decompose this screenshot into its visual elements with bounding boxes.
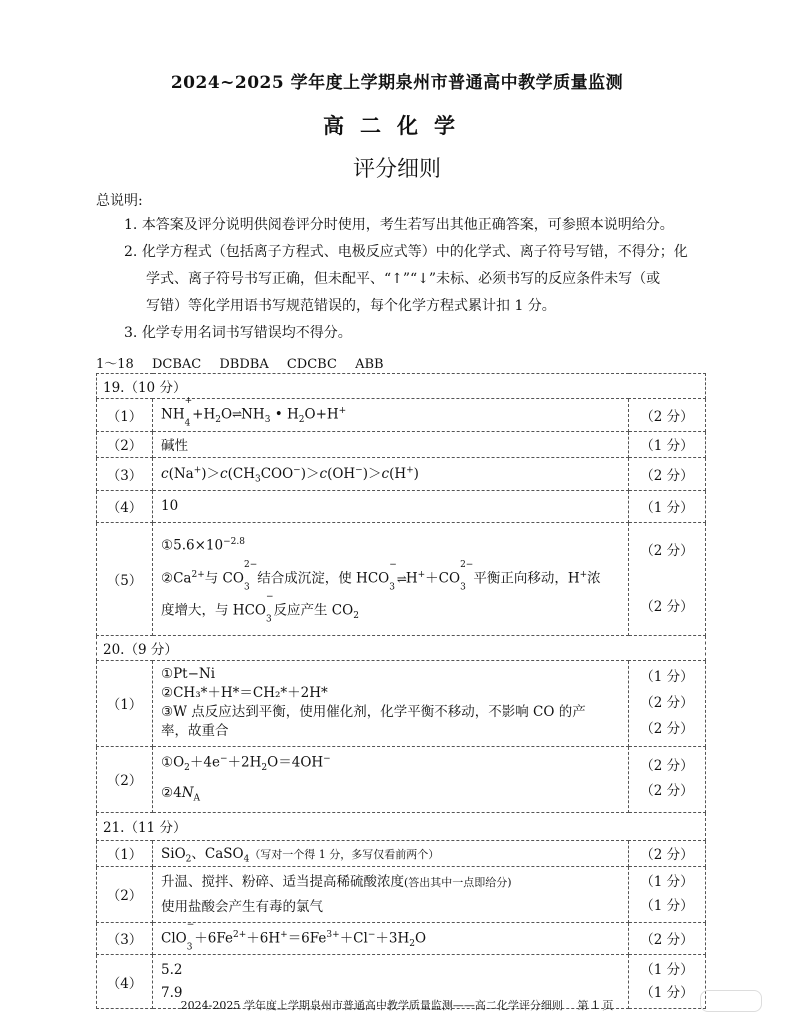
table-row — [97, 490, 706, 522]
answer-line: ③W 点反应达到平衡，使用催化剂，化学平衡不移动，不影响 CO 的产 — [161, 704, 586, 721]
points-2: （2 分） — [640, 695, 694, 712]
part-number: （4） — [97, 955, 153, 1009]
part-number: （2） — [97, 431, 153, 457]
answer-21-2 — [153, 866, 629, 922]
points: （2 分） — [629, 922, 706, 955]
table-row — [97, 660, 706, 746]
choice-answers — [96, 353, 398, 372]
note-text-continued: 学式、离子符号书写正确，但未配平、“↑”“↓”未标、必须书写的反应条件未写（或 — [146, 271, 661, 287]
section-header-row — [97, 812, 706, 840]
note-text-continued: 写错）等化学用语书写规范错误的，每个化学方程式累计扣 1 分。 — [146, 298, 556, 314]
answer-line: 5.2 — [161, 961, 183, 978]
part-number: （2） — [97, 746, 153, 812]
note-3 — [124, 320, 704, 347]
points-1: （1 分） — [640, 961, 694, 978]
table-row — [97, 840, 706, 866]
note-1 — [124, 212, 704, 239]
note-text: 本答案及评分说明供阅卷评分时使用，考生若写出其他正确答案，可参照本说明给分。 — [141, 217, 674, 233]
part-number: （1） — [97, 660, 153, 746]
part-number: （3） — [97, 922, 153, 955]
points: （1 分） — [629, 490, 706, 522]
table-row — [97, 746, 706, 812]
answer-19-5: $①5.6\times 10^{-2.8}$ $②Ca^{2+}$与 $CO^{2-}$ $_3$结合成沉淀，使 HCO− $_3\rightleftharpoons H^++CO^{2-}$ $_3$平衡正向移动，H+浓 度增大，与 HCO− $_3$反应产生 $CO_2$ — [153, 522, 629, 635]
note-number: 2. — [124, 244, 138, 260]
points-3: （2 分） — [640, 721, 694, 738]
question-20-title: 20.（9 分） — [97, 635, 706, 660]
choice-group: DCBAC — [151, 357, 202, 372]
question-19-title: 19.（10 分） — [97, 374, 706, 399]
note-number: 3. — [124, 325, 138, 341]
note-2 — [124, 239, 704, 320]
answer-line: 率，故重合 — [161, 723, 229, 740]
points: （2 分） — [629, 840, 706, 866]
section-header-row — [97, 374, 706, 399]
section-header-row — [97, 635, 706, 660]
note-text: 化学专用名词书写错误均不得分。 — [141, 325, 352, 341]
answer-20-2: $①O_2+4e^-+2H_2O=4OH^-$ $②4N_A$ — [153, 746, 629, 812]
answer-20-1 — [153, 660, 629, 746]
choice-range: 1～18 — [96, 357, 134, 372]
answer-line: ②CH₃*＋H*＝CH₂*＋2H* — [161, 685, 328, 702]
document-type-title: 评分细则 — [352, 157, 441, 182]
part-number: （4） — [97, 490, 153, 522]
page-footer: 2024-2025 学年度上学期泉州市普通高中教学质量监测——高二化学评分细则 第 1 页 — [180, 999, 614, 1012]
points-2: （2 分） — [640, 598, 694, 615]
part-number: （3） — [97, 457, 153, 490]
points — [629, 660, 706, 746]
choice-group: CDCBC — [286, 357, 337, 372]
points-1: （2 分） — [640, 758, 694, 775]
points-1: （2 分） — [640, 542, 694, 559]
points-2: （1 分） — [640, 984, 694, 1001]
points — [629, 746, 706, 812]
table-row — [97, 522, 706, 635]
notes-heading: 总说明: — [96, 193, 143, 209]
answer-19-4: 10 — [153, 490, 629, 522]
scoring-note: （写对一个得 1 分，多写仅看前两个） — [249, 847, 440, 861]
points: （1 分） — [629, 431, 706, 457]
table-row — [97, 431, 706, 457]
part-number: （1） — [97, 840, 153, 866]
scoring-table — [96, 373, 706, 1009]
part-number: （2） — [97, 866, 153, 922]
points-2: （1 分） — [640, 898, 694, 915]
scoring-note: (答出其中一点即给分) — [404, 875, 512, 889]
points-1: （1 分） — [640, 669, 694, 686]
answer-21-3: ClO− $_3+6Fe^{2+}+6H^+=6Fe^{3+}+Cl^-+3H_2O$ — [153, 922, 629, 955]
answer-line: 使用盐酸会产生有毒的氯气 — [161, 898, 323, 915]
points — [629, 522, 706, 635]
answer-19-3: $c(Na^+)>c(CH_3COO^-)>c(OH^-)>c(H^+)$ — [153, 457, 629, 490]
answer-line: 升温、搅拌、粉碎、适当提高稀硫酸浓度 — [161, 873, 404, 890]
points-1: （1 分） — [640, 874, 694, 891]
question-21-title: 21.（11 分） — [97, 812, 706, 840]
main-title: 2024~2025 学年度上学期泉州市普通高中教学质量监测 — [170, 73, 624, 93]
table-row — [97, 457, 706, 490]
answer-21-1: SiO$_2$、CaSO$_4$（写对一个得 1 分，多写仅看前两个） — [153, 840, 629, 866]
note-number: 1. — [124, 217, 138, 233]
part-number: （1） — [97, 399, 153, 432]
points: （2 分） — [629, 399, 706, 432]
answer-19-1: NH+ $_4+H_2O\rightleftharpoons NH_3$ • $H_2O+H^+$ — [153, 399, 629, 432]
answer-line: 7.9 — [161, 984, 183, 1001]
answer-line: ①Pt−Ni — [161, 666, 216, 683]
points: （2 分） — [629, 457, 706, 490]
subject-title: 高二化学 — [323, 113, 471, 138]
table-row — [97, 866, 706, 922]
choice-group: ABB — [355, 357, 384, 372]
note-text: 化学方程式（包括离子方程式、电极反应式等）中的化学式、离子符号写错，不得分；化 — [141, 244, 688, 260]
part-number: （5） — [97, 522, 153, 635]
watermark-logo — [700, 990, 762, 1012]
points — [629, 866, 706, 922]
table-row — [97, 922, 706, 955]
choice-group: DBDBA — [219, 357, 269, 372]
points-2: （2 分） — [640, 783, 694, 800]
answer-19-2: 碱性 — [153, 431, 629, 457]
table-row — [97, 399, 706, 432]
